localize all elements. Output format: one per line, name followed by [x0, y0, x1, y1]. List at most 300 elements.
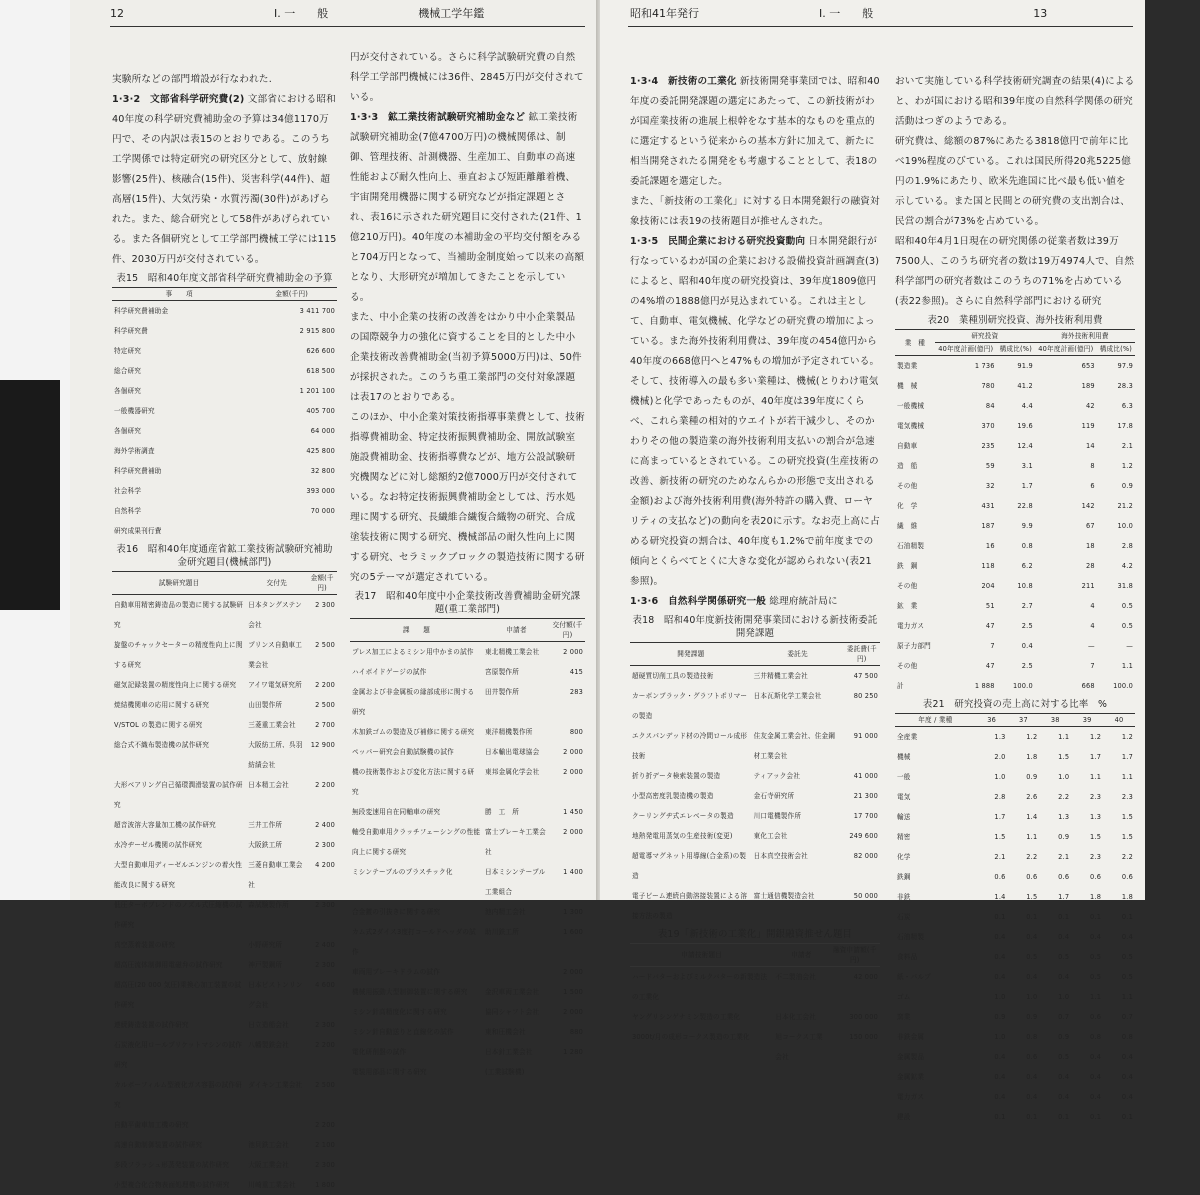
table-cell: 204: [981, 582, 995, 590]
table-cell: 21.2: [1117, 502, 1133, 510]
table-cell: 1.3: [1090, 813, 1102, 821]
table-cell: 249 600: [849, 832, 878, 840]
table-cell: 0.5: [1121, 602, 1133, 610]
table-cell: 0.9: [1026, 773, 1038, 781]
table-row: [112, 595, 337, 636]
table-cell: 総合研究: [114, 367, 142, 375]
table-cell: 0.4: [1026, 973, 1038, 981]
table-cell: 6: [1090, 482, 1095, 490]
table-cell: 東北精機工業会社: [485, 648, 540, 656]
table-cell: ハードバターおよびミルクバターの新製造法の工業化: [632, 973, 768, 1001]
table-cell: 2 300: [315, 841, 335, 849]
table-cell: 三井工作所: [248, 821, 283, 829]
table-row: [112, 955, 337, 975]
table-row: [895, 356, 1135, 377]
corner-year: 年度: [918, 716, 932, 724]
table-cell: 無段変速用自在同軸車の研究: [352, 808, 441, 816]
table-caption: 表20 業種別研究投資、海外技術利用費: [927, 315, 1103, 326]
table-cell: 653: [1081, 362, 1095, 370]
table-cell: 2 500: [315, 701, 335, 709]
table-cell: 189: [1081, 382, 1095, 390]
table-cell: 勝 工 所: [485, 808, 519, 816]
group-header: 海外技術利用費: [1035, 330, 1135, 343]
caption-text: 表21 研究投資の売上高に対する比率: [922, 699, 1089, 710]
table-cell: 0.4: [1026, 1073, 1038, 1081]
table-cell: 池貝鉄工会社: [248, 1141, 289, 1149]
table-cell: プリンス自動車工業会社: [248, 641, 303, 669]
table-cell: ペッパー研究会自動試験機の試作: [352, 748, 454, 756]
table-cell: 42 000: [853, 973, 878, 981]
table-cell: 0.4: [1058, 1073, 1070, 1081]
table-cell: 7: [1090, 662, 1095, 670]
table-cell: 原子力部門: [897, 642, 931, 650]
table-cell: 森試験製作所: [248, 901, 289, 909]
table-row: [895, 396, 1135, 416]
table-cell: 2.2: [1121, 853, 1133, 861]
table-cell: 宮原製作所: [485, 668, 519, 676]
unit-label: %: [1098, 699, 1108, 710]
table-cell: 2.5: [1021, 622, 1033, 630]
table-row: [112, 1115, 337, 1135]
table-cell: 機の技術製作および変化方法に関する研究: [352, 768, 475, 796]
table-cell: 415: [569, 668, 583, 676]
table-cell: 2.1: [1121, 442, 1133, 450]
table-cell: 80 250: [853, 692, 878, 700]
col-header: 課 題: [350, 619, 483, 642]
table-cell: 超高圧流体制御用電磁弁の試作研究: [114, 961, 223, 969]
table-cell: 石炭: [897, 913, 911, 921]
table-cell: 金属製品: [897, 1053, 925, 1061]
table-cell: ヤングリシンゲナミン製造の工業化: [632, 1013, 741, 1021]
table-cell: 211: [1081, 582, 1095, 590]
table-cell: 0.4: [1121, 1073, 1133, 1081]
table-cell: 低圧ターボブレンドのノズル式圧縮機の試作研究: [114, 901, 243, 929]
right-col2: [895, 72, 1135, 1127]
table-cell: 地熱発電用蒸気の生産技術(変更): [632, 832, 733, 840]
table-cell: 393 000: [306, 487, 335, 495]
table-cell: エクスパンデッド材の冷間ロール成形技術: [632, 732, 748, 760]
right-page: [600, 0, 1145, 1121]
table-cell: 機械用振動大型制御装置に関する研究: [352, 988, 468, 996]
table-cell: 0.9: [1058, 1033, 1070, 1041]
col-header: 交付先: [246, 572, 307, 595]
table-cell: 19.6: [1017, 422, 1033, 430]
col-header: 申請技術題目: [630, 944, 773, 967]
table-cell: 三菱重工業会社: [248, 721, 296, 729]
table-cell: 2 915 800: [299, 327, 335, 335]
table-cell: 軸受自動車用クラッチフェーシングの性能向上に関する研究: [352, 828, 481, 856]
table-row: [895, 516, 1135, 536]
table-cell: 0.1: [994, 913, 1006, 921]
table-cell: 繊 維: [897, 522, 918, 530]
table-cell: 18: [1086, 542, 1095, 550]
table-row: [112, 895, 337, 935]
table-cell: ゴム: [897, 993, 911, 1001]
table-cell: 富士通信機製造会社: [753, 892, 815, 900]
table-row: [895, 967, 1135, 987]
table-cell: 0.4: [1121, 933, 1133, 941]
table-cell: 0.6: [1121, 873, 1133, 881]
table-row: [895, 987, 1135, 1007]
table-row: [895, 1047, 1135, 1067]
table-row: [895, 867, 1135, 887]
year-header: 36: [976, 714, 1008, 727]
table-cell: 研究成果刊行費: [114, 527, 162, 535]
col-header: 構成比(%): [1097, 343, 1135, 356]
table-row: [630, 846, 880, 886]
table-row: [350, 822, 585, 862]
table-cell: 富士ブレーキ工業会社: [485, 828, 546, 856]
table-cell: 日本ピストンリング会社: [248, 981, 303, 1009]
table-cell: 日本真空技術会社: [753, 852, 808, 860]
table-cell: 21 300: [853, 792, 878, 800]
table-cell: 1.0: [1058, 773, 1070, 781]
table-cell: アイワ電気研究所: [248, 681, 302, 689]
page-number: 12: [110, 6, 124, 20]
table-cell: 1.5: [1121, 833, 1133, 841]
table-row: [895, 656, 1135, 676]
left-page: [70, 0, 600, 1189]
table-cell: 1 201 100: [299, 387, 335, 395]
table-cell: 1.8: [1121, 893, 1133, 901]
table-row: [112, 975, 337, 1015]
table-cell: 119: [1081, 422, 1095, 430]
table-row: [895, 376, 1135, 396]
table-cell: 17.8: [1117, 422, 1133, 430]
table-row: [895, 576, 1135, 596]
table-cell: 機 械: [897, 382, 918, 390]
table-row: [112, 421, 337, 441]
col-header: 40年度計画(億円): [935, 343, 997, 356]
table-cell: 0.5: [1058, 1053, 1070, 1061]
table-row: [350, 902, 585, 922]
table-cell: 2.3: [1090, 853, 1102, 861]
table-cell: 自然科学: [114, 507, 142, 515]
col-header: 開発課題: [630, 643, 752, 666]
table-18: [630, 642, 880, 926]
table-cell: [550, 1062, 585, 1082]
table-cell: 12.4: [1017, 442, 1033, 450]
table-cell: 2.7: [1021, 602, 1033, 610]
table-cell: 0.8: [1090, 1033, 1102, 1041]
table-20: [895, 329, 1135, 696]
table-cell: 1.7: [1058, 893, 1070, 901]
section-text: 新技術開発事業団では、昭和40年度の委託開発課題の選定にあたって、この新技術がわが国産業技術の進展上根幹をなす基本的なものを重点的に選定するという従来からの基本方針に加えて、新たに相当開発されたる開発をも考慮することとして、表18の委託課題を選定した。: [630, 76, 880, 187]
table-cell: 1.8: [1026, 753, 1038, 761]
table-cell: 425 800: [306, 447, 335, 455]
table-cell: 各個研究: [114, 387, 142, 395]
table-cell: 2 000: [563, 648, 583, 656]
col-header: 融資申請額(千円): [829, 944, 880, 967]
running-title: I. 一 般: [274, 7, 329, 20]
table-cell: 1 888: [974, 682, 995, 690]
table-row: [895, 807, 1135, 827]
table-cell: 0.7: [1121, 1013, 1133, 1021]
table-cell: 2 200: [315, 1041, 335, 1049]
table-cell: 1 500: [563, 988, 583, 996]
section-heading: 1·3·6 自然科学関係研究一般: [630, 596, 767, 607]
table-caption: 表17 昭和40年度中小企業技術改善費補助金研究課題(重工業部門): [354, 591, 581, 615]
table-row: [630, 806, 880, 826]
table-row: [112, 461, 337, 481]
table-cell: 1.1: [1090, 993, 1102, 1001]
table-cell: 4 200: [315, 861, 335, 869]
table-cell: 磁気記録装置の精度性向上に関する研究: [114, 681, 237, 689]
table-cell: 科学研究費: [114, 327, 148, 335]
table-cell: 木加鉄ゴムの製造及び補修に関する研究: [352, 728, 475, 736]
table-row: [350, 1062, 585, 1082]
table-cell: 1.1: [1026, 833, 1038, 841]
table-row: [112, 775, 337, 815]
table-cell: 32 800: [310, 467, 335, 475]
table-cell: 水冷ヂーゼル機関の試作研究: [114, 841, 203, 849]
table-cell: 1 450: [563, 808, 583, 816]
table-cell: 1.0: [994, 993, 1006, 1001]
table-cell: 大形ベアリング自己循環潤滑装置の試作研究: [114, 781, 243, 809]
table-cell: 1 736: [974, 362, 995, 370]
table-cell: 日本化工会社: [775, 1013, 817, 1021]
table-cell: 100.0: [1012, 682, 1033, 690]
table-cell: 32: [985, 482, 995, 490]
table-cell: 0.6: [1090, 873, 1102, 881]
table-row: [112, 1155, 337, 1175]
table-cell: 2.3: [1090, 793, 1102, 801]
table-row: [350, 1042, 585, 1062]
table-cell: 47: [985, 622, 995, 630]
table-cell: 住友金属工業会社、住金鋼材工業会社: [753, 732, 836, 760]
table-cell: 自動車用精密鋳造品の製造に関する試験研究: [114, 601, 244, 629]
table-cell: 1.5: [1026, 893, 1038, 901]
table-cell: その他: [897, 582, 918, 590]
table-cell: 計: [897, 682, 904, 690]
table-cell: 6.3: [1121, 402, 1133, 410]
table-cell: 自動平歯車加工機の研究: [114, 1121, 189, 1129]
section-text: また、中小企業の技術の改善をはかり中小企業製品の国際競争力の強化に資することを目的とした中小企業技術改善費補助金(当初予算5000万円)は、50件が採択された。このうち重工業部門の交付対象課題は表17のとおりである。: [350, 312, 582, 403]
table-row: [112, 695, 337, 715]
table-cell: 187: [981, 522, 995, 530]
year-header: 37: [1008, 714, 1040, 727]
table-cell: 4: [1090, 622, 1095, 630]
table-cell: 2.3: [1121, 793, 1133, 801]
table-row: [895, 907, 1135, 927]
table-row: [895, 947, 1135, 967]
table-cell: 電力ガス: [897, 1093, 925, 1101]
right-col1: [630, 72, 880, 1067]
table-cell: 1.4: [994, 893, 1006, 901]
table-cell: 三井精機工業会社: [753, 672, 808, 680]
table-cell: 59: [985, 462, 995, 470]
table-cell: 0.1: [1058, 913, 1070, 921]
table-cell: 小野研究所: [248, 941, 283, 949]
table-row: [630, 666, 880, 687]
table-caption: 表15 昭和40年度文部省科学研究費補助金の予算: [116, 273, 333, 284]
header-rule: [110, 26, 585, 27]
table-cell: 668: [1081, 682, 1095, 690]
table-cell: 2 000: [563, 968, 583, 976]
table-cell: 9.9: [1021, 522, 1033, 530]
table-row: [112, 1035, 337, 1075]
table-cell: 0.4: [1090, 1093, 1102, 1101]
table-cell: 1.2: [1121, 733, 1133, 741]
table-cell: 1.1: [1121, 662, 1133, 670]
table-cell: 田井製作所: [485, 688, 519, 696]
left-col1: [112, 70, 337, 1195]
table-row: [895, 1067, 1135, 1087]
table-cell: 0.4: [1026, 1093, 1038, 1101]
table-cell: 紙・パルプ: [897, 973, 931, 981]
col-header: 事 項: [112, 288, 246, 301]
table-cell: 日本瓦斯化学工業会社: [753, 692, 822, 700]
table-row: [350, 802, 585, 822]
table-row: [895, 596, 1135, 616]
col-header: 申請者: [773, 944, 829, 967]
table-cell: 0.1: [1026, 1113, 1038, 1121]
table-cell: 0.8: [1021, 542, 1033, 550]
table-17: [350, 618, 585, 1082]
table-cell: 2 000: [563, 828, 583, 836]
table-cell: 1.7: [1090, 753, 1102, 761]
table-cell: 0.1: [1058, 1113, 1070, 1121]
corner-industry: 業種: [938, 716, 953, 724]
table-row: [350, 962, 585, 982]
table-cell: 1.8: [1090, 893, 1102, 901]
table-cell: 製造業: [897, 362, 918, 370]
table-cell: 16: [985, 542, 995, 550]
table-cell: 連続鋳造装置の試作研究: [114, 1021, 189, 1029]
table-row: [895, 496, 1135, 516]
table-cell: 精密: [897, 833, 911, 841]
table-row: [112, 301, 337, 322]
table-cell: 化 学: [897, 502, 918, 510]
table-cell: 科学研究費補助金: [114, 307, 169, 315]
table-cell: 800: [569, 728, 583, 736]
table-cell: 山田製作所: [248, 701, 283, 709]
table-cell: ミシン針自動送りと直線化の試作: [352, 1028, 454, 1036]
table-cell: 42: [1086, 402, 1095, 410]
table-cell: 大型自動車用ディーゼルエンジンの着火性能改良に関する研究: [114, 861, 243, 889]
col-header: 委託先: [752, 643, 844, 666]
table-cell: 助川鉄工所: [485, 928, 519, 936]
table-cell: 2 500: [315, 641, 335, 649]
table-cell: その他: [897, 482, 918, 490]
table-cell: 4 600: [315, 981, 335, 989]
table-cell: 2 200: [315, 1121, 335, 1129]
table-row: [350, 982, 585, 1002]
table-cell: ミシン針高精度化に関する研究: [352, 1008, 447, 1016]
table-cell: 2 300: [315, 901, 335, 909]
table-row: [350, 1002, 585, 1022]
table-cell: 1.0: [994, 1033, 1006, 1041]
table-cell: 川口電機製作所: [753, 812, 802, 820]
table-cell: 協同シャフト会社: [485, 1008, 540, 1016]
table-cell: 2.8: [1121, 542, 1133, 550]
table-cell: —: [1088, 642, 1095, 650]
table-cell: 0.4: [1058, 1093, 1070, 1101]
table-row: [895, 827, 1135, 847]
dark-object: [0, 380, 60, 610]
table-cell: 神戸製鋼所: [248, 961, 283, 969]
table-row: [895, 887, 1135, 907]
table-cell: 1.1: [1121, 993, 1133, 1001]
table-row: [895, 767, 1135, 787]
table-cell: 窯業: [897, 1013, 911, 1021]
table-cell: 0.9: [1026, 1013, 1038, 1021]
table-cell: 7: [990, 642, 995, 650]
table-row: [112, 935, 337, 955]
table-cell: 総合式不織布製造機の試作研究: [114, 741, 210, 749]
table-row: [112, 835, 337, 855]
table-row: [350, 722, 585, 742]
table-cell: 0.6: [1058, 873, 1070, 881]
table-16: [112, 571, 337, 1195]
table-cell: 各個研究: [114, 427, 142, 435]
table-cell: 大阪工業会社: [248, 1161, 289, 1169]
table-cell: ハイボイドゲージの試作: [352, 668, 427, 676]
table-cell: 1 800: [315, 1181, 335, 1189]
table-cell: 1.4: [1026, 813, 1038, 821]
table-row: [630, 826, 880, 846]
table-cell: 6.2: [1021, 562, 1033, 570]
table-cell: 0.5: [1026, 953, 1038, 961]
table-cell: 82 000: [853, 852, 878, 860]
table-cell: 金属鉱業: [897, 1073, 925, 1081]
table-cell: 142: [1081, 502, 1095, 510]
table-cell: 0.4: [1121, 1093, 1133, 1101]
table-cell: 特定研究: [114, 347, 142, 355]
table-cell: 石炭液化用ロールプリケットマシンの試作研究: [114, 1041, 243, 1069]
table-cell: 0.8: [1026, 1033, 1038, 1041]
table-cell: 1 280: [563, 1048, 583, 1056]
section-heading: 1·3·4 新技術の工業化: [630, 76, 737, 87]
table-row: [112, 1075, 337, 1115]
table-row: [630, 886, 880, 926]
table-cell: 1.0: [1058, 993, 1070, 1001]
table-cell: 8: [1090, 462, 1095, 470]
table-15: [112, 287, 337, 541]
table-cell: 97.9: [1117, 362, 1133, 370]
table-row: [895, 1007, 1135, 1027]
page-number: 13: [1033, 6, 1048, 20]
table-cell: 0.4: [1121, 1053, 1133, 1061]
table-cell: 0.6: [994, 873, 1006, 881]
table-cell: 0.9: [1121, 482, 1133, 490]
table-cell: 超高圧(20 000 気圧)乗換心加工装置の試作研究: [114, 981, 242, 1009]
section-heading: 1·3·3 鉱工業技術試験研究補助金など: [350, 112, 526, 123]
table-row: [112, 441, 337, 461]
table-cell: 1.5: [1058, 753, 1070, 761]
table-cell: 626 600: [306, 347, 335, 355]
table-cell: 0.1: [1121, 913, 1133, 921]
table-cell: 電子ビーム連続自動溶接装置による溶接方法の製造: [632, 892, 748, 920]
table-cell: 金石寺研究所: [753, 792, 795, 800]
table-cell: 超硬質切削工具の製造技術: [632, 672, 714, 680]
table-caption: 表16 昭和40年度通産省鉱工業技術試験研究補助金研究題目(機械部門): [116, 544, 333, 568]
table-cell: 780: [981, 382, 995, 390]
table-cell: 47 500: [853, 672, 878, 680]
table-cell: 東邦金属化学会社: [485, 768, 540, 776]
table-cell: 科学研究費補助: [114, 467, 162, 475]
table-cell: 超音波溶大容量加工機の試作研究: [114, 821, 216, 829]
table-cell: 14: [1086, 442, 1095, 450]
col-header: 試験研究題目: [112, 572, 246, 595]
table-cell: 1.2: [1090, 733, 1102, 741]
table-row: [112, 321, 337, 341]
table-21: [895, 713, 1135, 1127]
table-row: [895, 456, 1135, 476]
table-row: [350, 682, 585, 722]
table-cell: 0.1: [1090, 1113, 1102, 1121]
table-cell: 2.5: [1021, 662, 1033, 670]
